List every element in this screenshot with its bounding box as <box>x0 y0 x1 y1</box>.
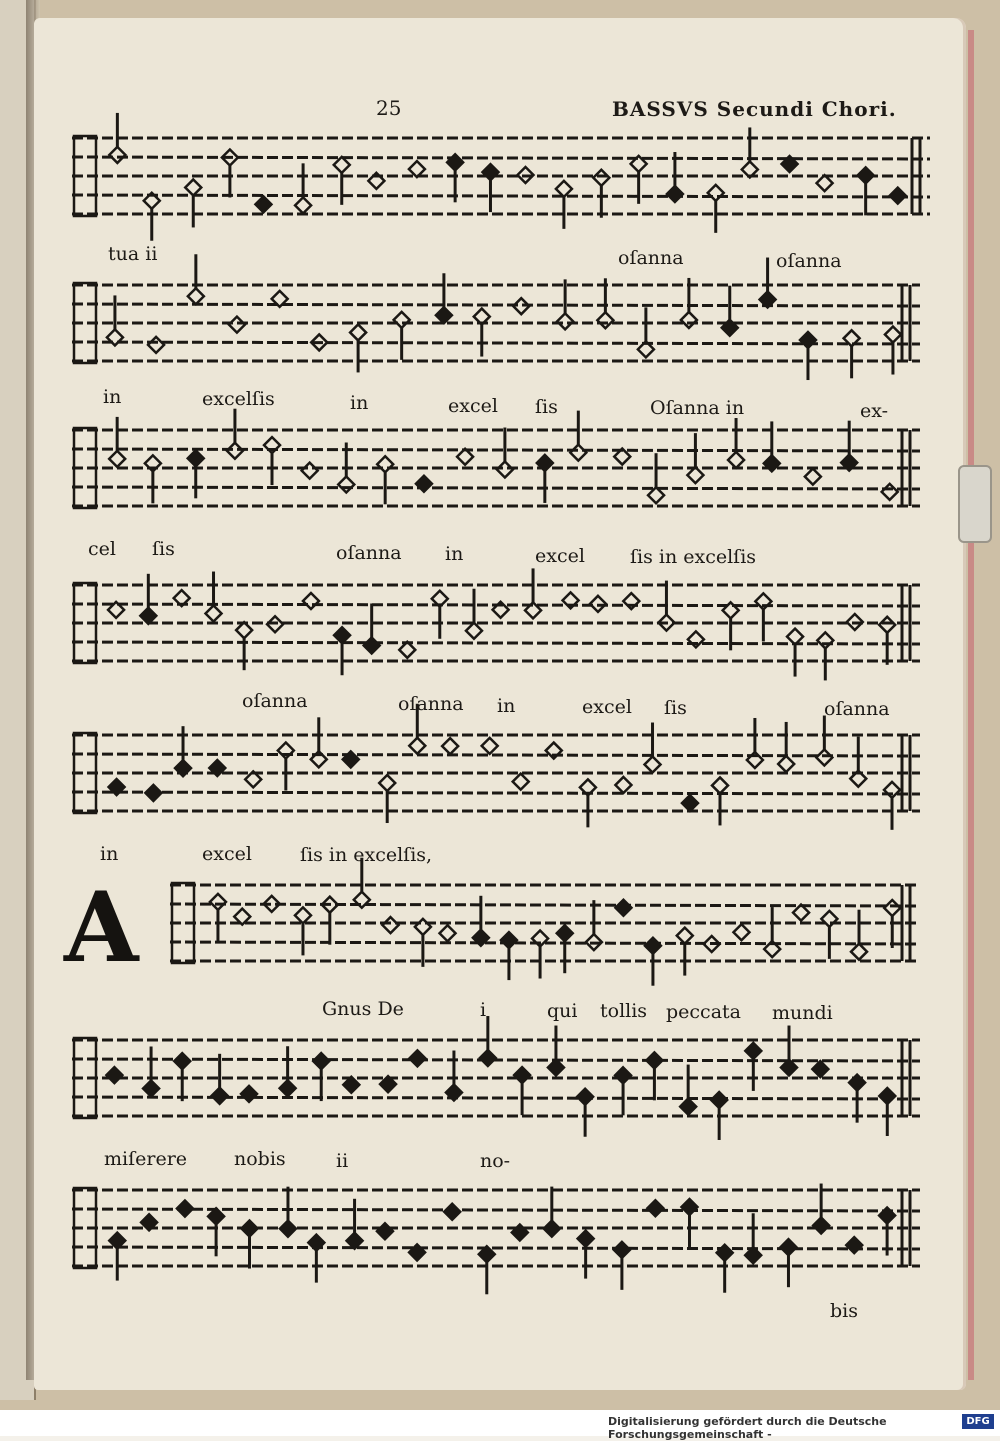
lyric: in <box>497 695 516 717</box>
dfg-logo: DFG <box>962 1414 994 1429</box>
lyric: peccata <box>666 1001 741 1023</box>
lyric: in <box>445 543 464 565</box>
lyric: miſerere <box>104 1148 188 1170</box>
staff-system <box>72 254 920 380</box>
lyric: mundi <box>772 1002 833 1024</box>
lyric: excel <box>202 843 252 865</box>
lyric: in <box>100 843 119 865</box>
staff-system <box>170 858 920 986</box>
lyric: excelſis <box>202 388 275 410</box>
lyric: cel <box>88 538 116 560</box>
lyric: ſis in excelſis <box>630 546 757 568</box>
staff-system <box>72 1016 920 1140</box>
lyric: bis <box>830 1300 858 1322</box>
lyric: ii <box>336 1150 349 1172</box>
page-heading: BASSVS Secundi Chori. <box>612 97 897 121</box>
decorated-initial: A <box>64 871 139 984</box>
footer-text: Digitalisierung gefördert durch die Deutsche Forschungsgemeinschaft - <box>608 1415 887 1441</box>
lyric: excel <box>535 545 585 567</box>
staff-system <box>72 704 920 830</box>
lyric: ſis in excelſis, <box>300 844 433 866</box>
lyric: nobis <box>234 1148 286 1170</box>
lyric: in <box>350 392 369 414</box>
lyric: Gnus De <box>322 998 404 1020</box>
lyric: excel <box>582 696 632 718</box>
page-number: 25 <box>376 96 402 120</box>
lyric: Oſanna in <box>650 397 745 419</box>
lyric: ex- <box>860 400 889 422</box>
lyric: no- <box>480 1150 511 1172</box>
lyric: oſanna <box>776 250 842 272</box>
lyric: tua ii <box>108 243 158 265</box>
lyric: oſanna <box>242 690 308 712</box>
lyric: oſanna <box>336 542 402 564</box>
staff-system <box>72 113 930 241</box>
lyric: ſis <box>152 538 175 560</box>
staff-system <box>72 568 920 680</box>
lyric: excel <box>448 395 498 417</box>
lyric: in <box>103 386 122 408</box>
staff-system <box>72 1184 920 1295</box>
lyric: ſis <box>664 697 687 719</box>
lyric: i <box>480 999 487 1021</box>
lyric: ſis <box>535 396 558 418</box>
lyric: oſanna <box>824 698 890 720</box>
lyric: oſanna <box>398 693 464 715</box>
staff-system <box>72 409 920 508</box>
lyric: oſanna <box>618 247 684 269</box>
lyric: qui <box>547 1000 578 1022</box>
lyric: tollis <box>600 1000 648 1022</box>
